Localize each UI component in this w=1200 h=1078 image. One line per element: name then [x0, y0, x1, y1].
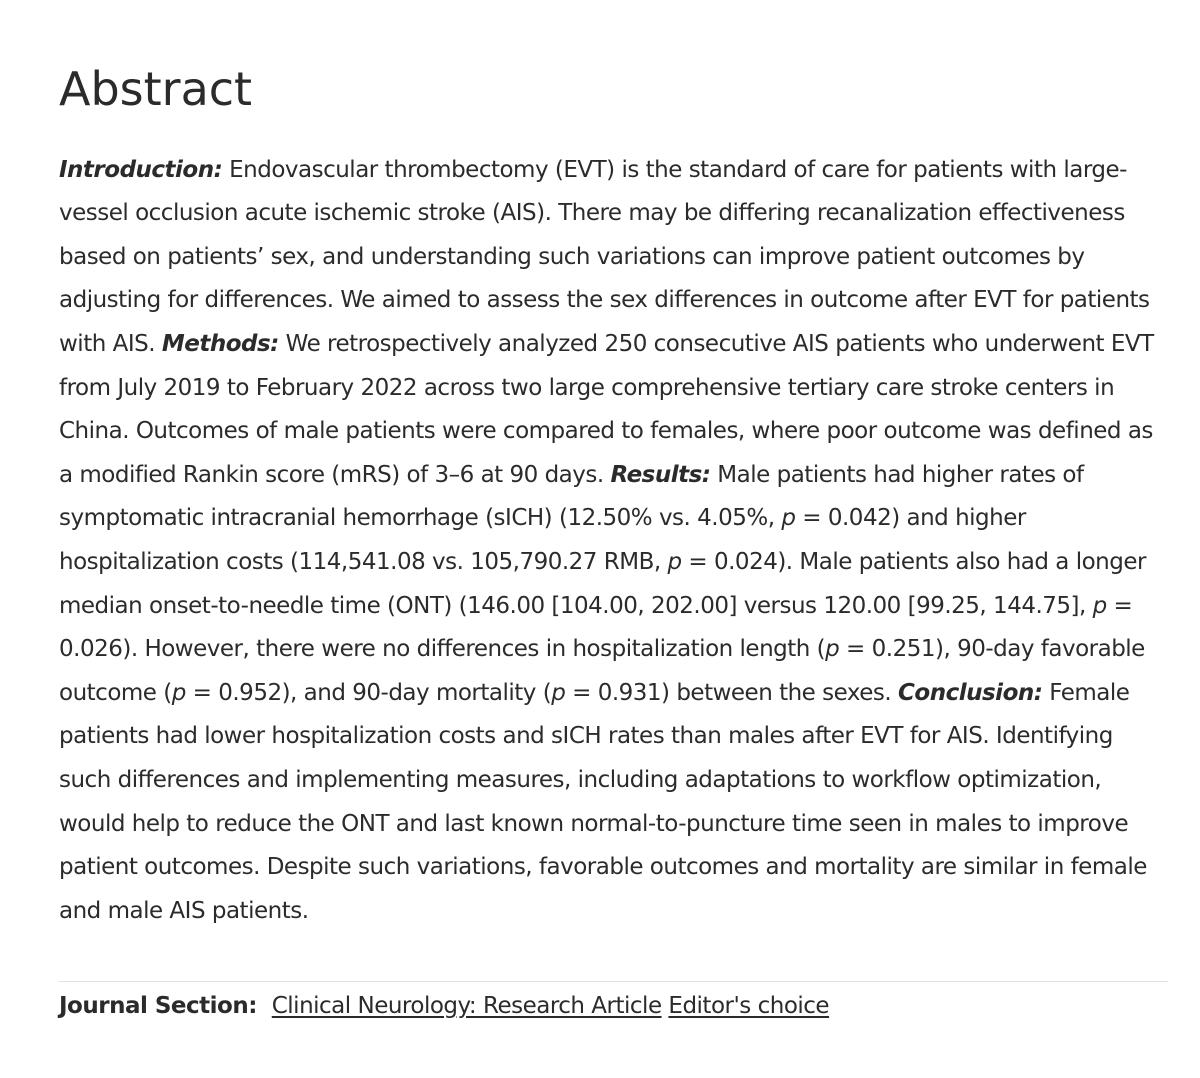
introduction-text: Endovascular thrombectomy (EVT) is the standard of care for patients with large-vessel occlusion acute ischemic stroke (AIS). There may be differing recanalization effectiveness based on patients’ sex, and understanding such variations can improve patient outcomes by adjusting for differences. We aimed to assess the sex differences in outcome after EVT for patients with AIS.	[59, 156, 1150, 357]
methods-text: We retrospectively analyzed 250 consecutive AIS patients who underwent EVT from July 2019 to February 2022 across two large comprehensive tertiary care stroke centers in China. Outcomes of male patients were compared to females, where poor outcome was defined as a modified Rankin score (mRS) of 3–6 at 90 days.	[59, 330, 1154, 488]
results-text-3: = 0.024). Male patients also had a longer median onset-to-needle time (ONT) (146.00 [104.00, 202.00] versus 120.00 [99.25, 144.75],	[59, 548, 1146, 619]
journal-section-label: Journal Section:	[59, 993, 257, 1019]
p-value-symbol: p	[781, 505, 796, 532]
results-text-2: = 0.042) and higher hospitalization costs (114,541.08 vs. 105,790.27 RMB,	[59, 505, 1026, 575]
p-value-symbol: p	[551, 679, 566, 706]
p-value-symbol: p	[1092, 592, 1107, 619]
methods-label: Methods:	[161, 330, 279, 357]
results-text-1: Male patients had higher rates of symptomatic intracranial hemorrhage (sICH) (12.50% vs. 4.05%,	[59, 461, 1084, 532]
p-value-symbol: p	[171, 679, 186, 706]
results-text-6: = 0.952), and 90-day mortality (	[185, 679, 552, 706]
results-text-7: = 0.931) between the sexes.	[565, 679, 899, 706]
conclusion-text: Female patients had lower hospitalization costs and sICH rates than males after EVT for AIS. Identifying such differences and implementing measures, including adaptations to workflow optimization, would help to reduce the ONT and last known normal-to-puncture time seen in males to improve patient outcomes. Despite such variations, favorable outcomes and mortality are similar in female and male AIS patients.	[59, 679, 1147, 924]
clinical-neurology-link[interactable]: Clinical Neurology: Research Article	[271, 993, 662, 1019]
results-label: Results:	[610, 461, 711, 488]
abstract-body	[59, 149, 1171, 934]
p-value-symbol: p	[667, 548, 682, 575]
abstract-title: Abstract	[59, 62, 253, 116]
p-value-symbol: p	[825, 636, 840, 663]
results-text-5: = 0.251), 90-day favorable outcome (	[59, 636, 1145, 706]
results-text-4: = 0.026). However, there were no differences in hospitalization length (	[59, 592, 1133, 663]
section-divider	[59, 981, 1168, 982]
introduction-label: Introduction:	[59, 156, 223, 183]
conclusion-label: Conclusion:	[898, 679, 1043, 706]
editors-choice-link[interactable]: Editor's choice	[668, 993, 830, 1019]
journal-section	[59, 988, 829, 1024]
abstract-container	[59, 64, 1171, 933]
